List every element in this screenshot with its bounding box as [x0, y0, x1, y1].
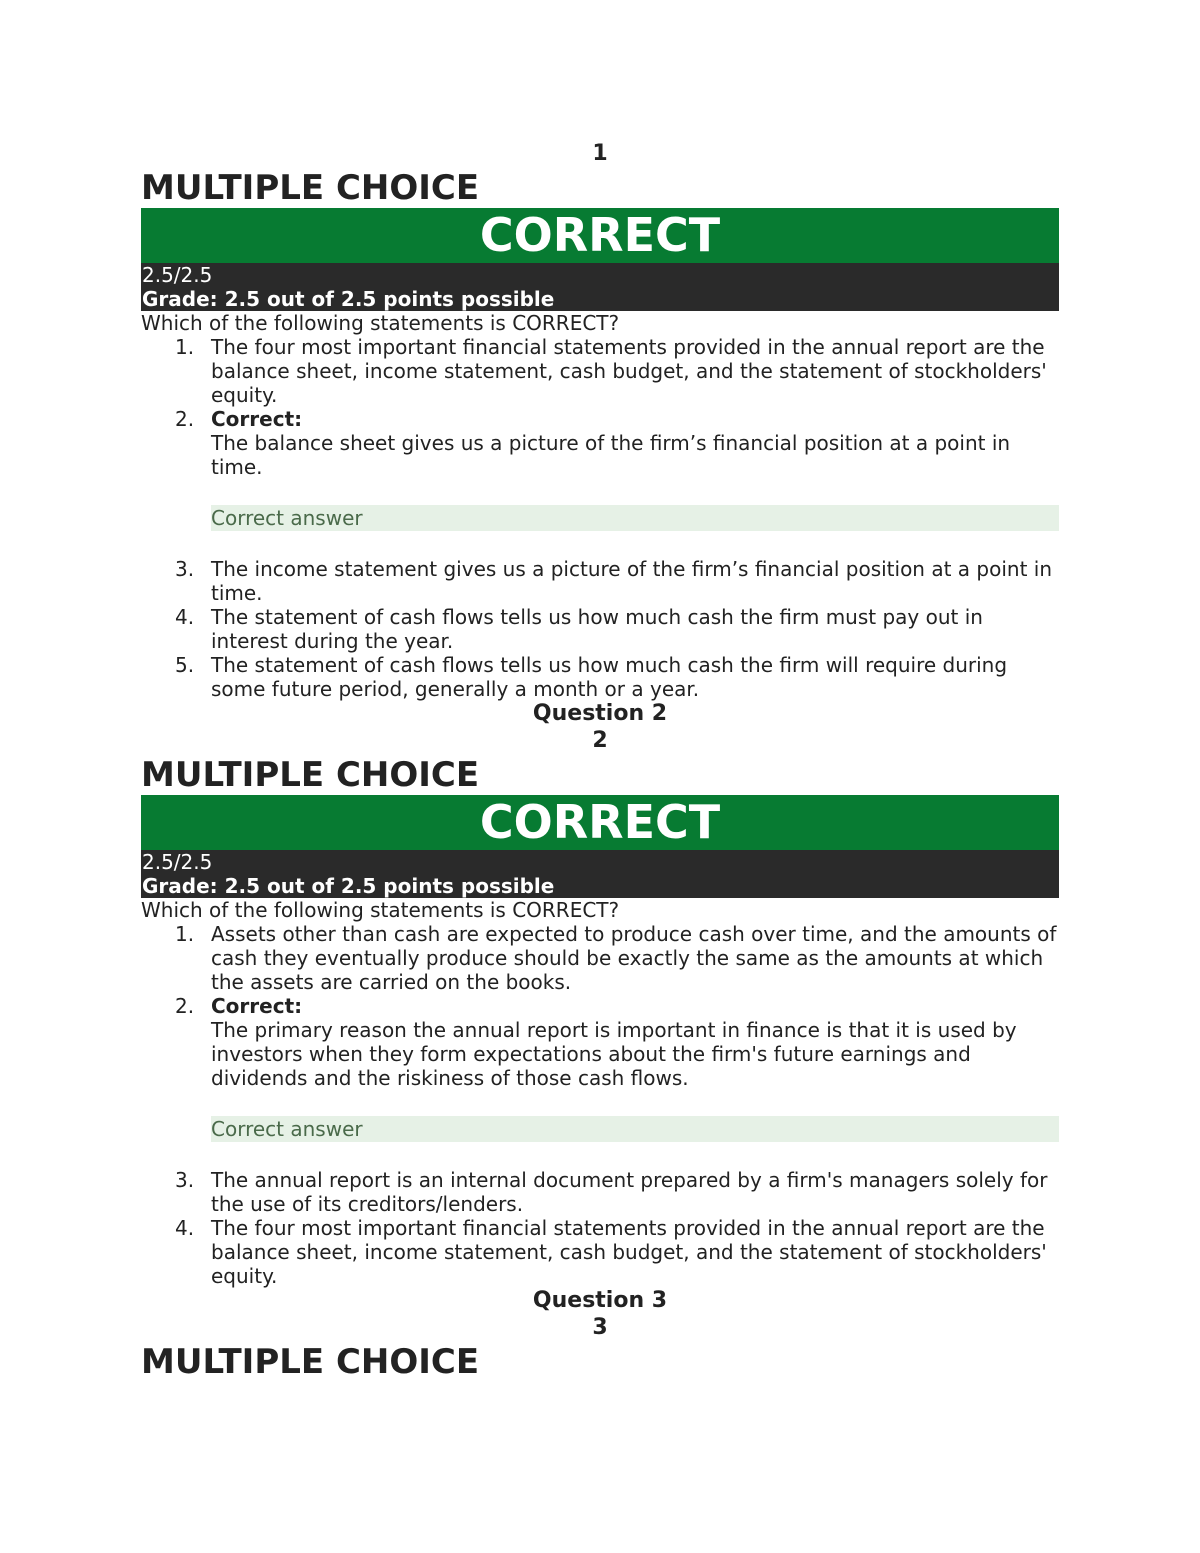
question-prompt: Which of the following statements is CORRECT? — [141, 898, 620, 922]
question-label: Question 2 — [532, 701, 668, 726]
grade-bar — [141, 850, 1059, 898]
correct-label: Correct: — [211, 407, 303, 431]
correct-label: Correct: — [211, 994, 303, 1018]
question-type-heading: MULTIPLE CHOICE — [141, 168, 480, 208]
quiz-results-page — [141, 140, 1059, 1382]
correct-answer-indicator: Correct answer — [211, 505, 1059, 531]
answer-options-list — [141, 922, 1059, 1288]
option-text: The statement of cash flows tells us how much cash the firm will require during some future period, generally a month or a year. — [211, 653, 1008, 701]
option-number: 3. — [175, 557, 195, 581]
question-prompt: Which of the following statements is CORRECT? — [141, 311, 620, 335]
answer-option-correct[interactable] — [141, 407, 1059, 531]
status-banner: CORRECT — [141, 208, 1059, 263]
question-type-heading: MULTIPLE CHOICE — [141, 1342, 480, 1382]
score-text: 2.5/2.5 — [142, 850, 213, 874]
answer-option[interactable] — [141, 653, 1059, 701]
option-number: 5. — [175, 653, 195, 677]
question-number: 3 — [592, 1315, 608, 1340]
option-text: The income statement gives us a picture of the firm’s financial position at a point in time. — [211, 557, 1053, 605]
option-number: 3. — [175, 1168, 195, 1192]
answer-options-list — [141, 335, 1059, 701]
answer-option[interactable] — [141, 335, 1059, 407]
answer-option[interactable] — [141, 557, 1059, 605]
option-text: Assets other than cash are expected to produce cash over time, and the amounts of cash they eventually produce should be exactly the same as the amounts at which the assets are carried on the books. — [211, 922, 1057, 994]
option-number: 4. — [175, 605, 195, 629]
option-number: 2. — [175, 407, 195, 431]
correct-answer-indicator: Correct answer — [211, 1116, 1059, 1142]
answer-option[interactable] — [141, 922, 1059, 994]
question-type-heading: MULTIPLE CHOICE — [141, 755, 480, 795]
grade-text: Grade: 2.5 out of 2.5 points possible — [142, 874, 555, 898]
question-number: 2 — [592, 728, 608, 753]
question-number: 1 — [592, 141, 608, 166]
answer-option-correct[interactable] — [141, 994, 1059, 1142]
status-banner: CORRECT — [141, 795, 1059, 850]
option-text: The statement of cash flows tells us how much cash the firm must pay out in interest during the year. — [211, 605, 983, 653]
option-text: The balance sheet gives us a picture of the firm’s financial position at a point in time. — [211, 431, 1011, 479]
option-text: The four most important financial statements provided in the annual report are the balance sheet, income statement, cash budget, and the statement of stockholders' equity. — [211, 1216, 1047, 1288]
option-number: 2. — [175, 994, 195, 1018]
grade-text: Grade: 2.5 out of 2.5 points possible — [142, 287, 555, 311]
answer-option[interactable] — [141, 1168, 1059, 1216]
grade-bar — [141, 263, 1059, 311]
option-number: 1. — [175, 922, 195, 946]
answer-option[interactable] — [141, 605, 1059, 653]
option-text: The annual report is an internal document prepared by a firm's managers solely for the use of its creditors/lenders. — [211, 1168, 1048, 1216]
option-number: 1. — [175, 335, 195, 359]
option-text: The primary reason the annual report is important in finance is that it is used by investors when they form expectations about the firm's future earnings and dividends and the riskiness of those cash flows. — [211, 1018, 1017, 1090]
question-label: Question 3 — [532, 1288, 668, 1313]
answer-option[interactable] — [141, 1216, 1059, 1288]
option-text: The four most important financial statements provided in the annual report are the balance sheet, income statement, cash budget, and the statement of stockholders' equity. — [211, 335, 1047, 407]
option-number: 4. — [175, 1216, 195, 1240]
score-text: 2.5/2.5 — [142, 263, 213, 287]
